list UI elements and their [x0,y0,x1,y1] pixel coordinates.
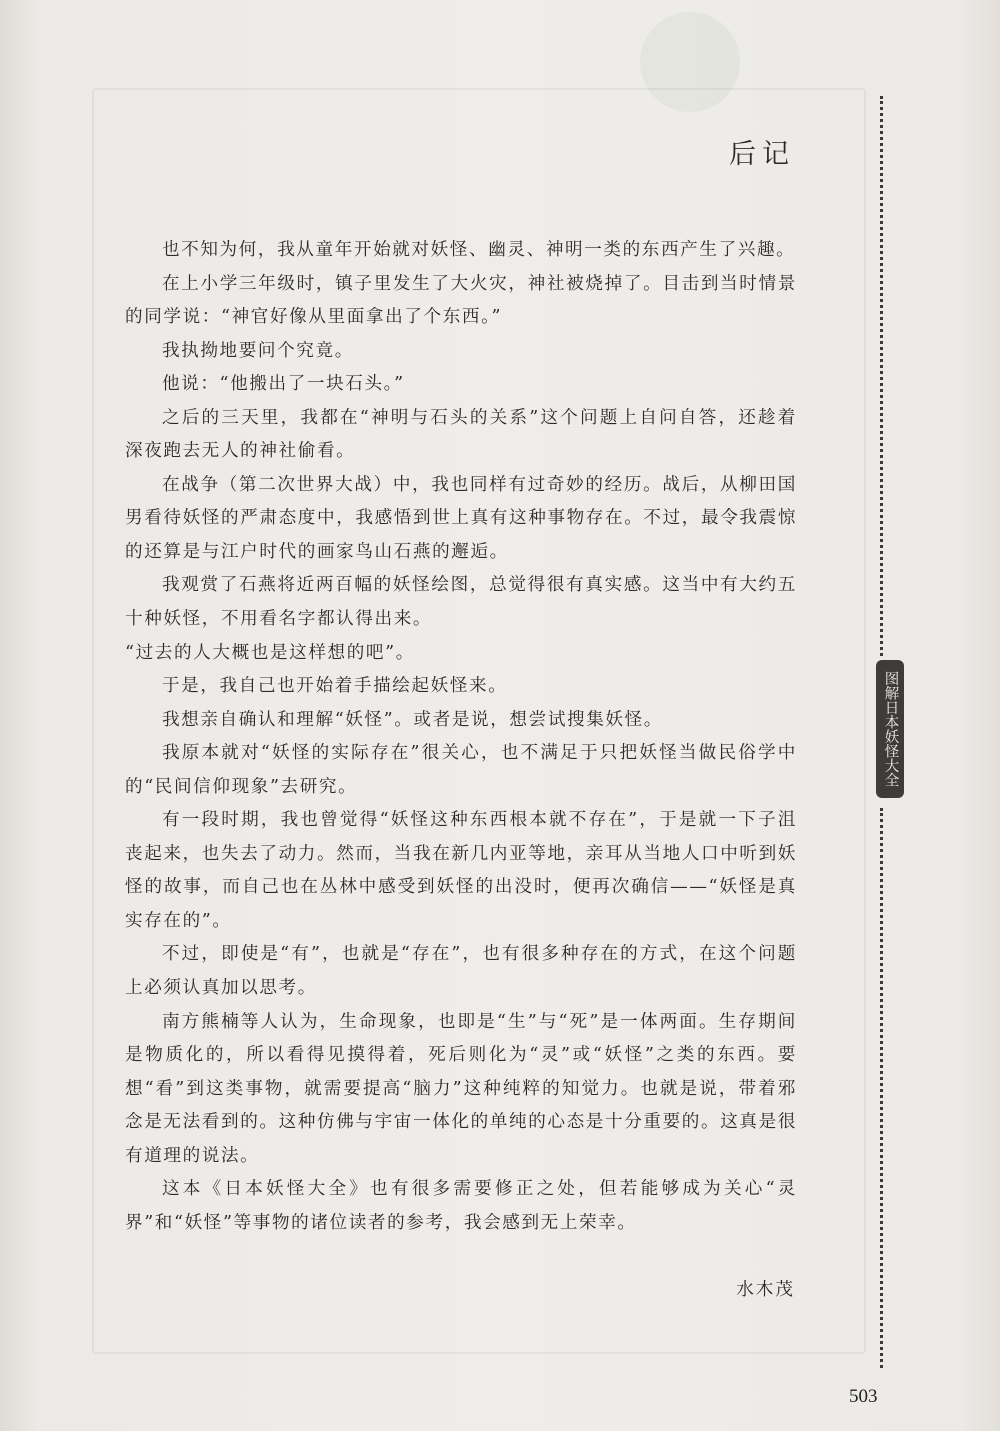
paragraph: 我观赏了石燕将近两百幅的妖怪绘图，总觉得很有真实感。这当中有大约五十种妖怪，不用看名字都认得出来。 [125,575,797,630]
paragraph: 他说：“他搬出了一块石头。” [161,374,405,395]
author-signature: 水木茂 [736,1280,795,1300]
afterword-body [125,234,797,1240]
paragraph: 在上小学三年级时，镇子里发生了大火灾，神社被烧掉了。目击到当时情景的同学说：“神官好像从里面拿出了个东西。” [125,273,797,328]
paragraph: “过去的人大概也是这样想的吧”。 [125,642,415,663]
paragraph: 有一段时期，我也曾觉得“妖怪这种东西根本就不存在”，于是就一下子沮丧起来，也失去了动力。然而，当我在新几内亚等地，亲耳从当地人口中听到妖怪的故事，而自己也在丛林中感受到妖怪的出没时，便再次确信——“妖怪是真实存在的”。 [125,810,797,931]
paragraph: 我想亲自确认和理解“妖怪”。或者是说，想尝试搜集妖怪。 [161,709,663,730]
dotted-rule-lower [880,808,883,1368]
paragraph: 不过，即使是“有”，也就是“存在”，也有很多种存在的方式，在这个问题上必须认真加以思考。 [125,944,797,999]
page-number: 503 [849,1386,878,1407]
chapter-side-tab: 图解日本妖怪大全 [876,660,904,798]
paragraph: 我原本就对“妖怪的实际存在”很关心，也不满足于只把妖怪当做民俗学中的“民间信仰现象”去研究。 [125,743,797,797]
dotted-rule-upper [880,96,883,656]
paragraph: 南方熊楠等人认为，生命现象，也即是“生”与“死”是一体两面。生存期间是物质化的，所以看得见摸得着，死后则化为“灵”或“妖怪”之类的东西。要想“看”到这类事物，就需要提高“脑力”这种纯粹的知觉力。也就是说，带着邪念是无法看到的。这种仿佛与宇宙一体化的单纯的心态是十分重要的。这真是很有道理的说法。 [125,1011,797,1166]
paragraph: 这本《日本妖怪大全》也有很多需要修正之处，但若能够成为关心“灵界”和“妖怪”等事物的诸位读者的参考，我会感到无上荣幸。 [125,1179,797,1233]
page-title: 后记 [729,139,795,170]
paragraph: 也不知为何，我从童年开始就对妖怪、幽灵、神明一类的东西产生了兴趣。 [161,240,796,260]
paragraph: 之后的三天里，我都在“神明与石头的关系”这个问题上自问自答，还趁着深夜跑去无人的神社偷看。 [125,407,797,462]
paragraph: 于是，我自己也开始着手描绘起妖怪来。 [161,676,508,697]
paragraph: 在战争（第二次世界大战）中，我也同样有过奇妙的经历。战后，从柳田国男看待妖怪的严肃态度中，我感悟到世上真有这种事物存在。不过，最令我震惊的还算是与江户时代的画家鸟山石燕的邂逅。 [125,474,797,562]
paragraph: 我执拗地要问个究竟。 [161,340,354,361]
